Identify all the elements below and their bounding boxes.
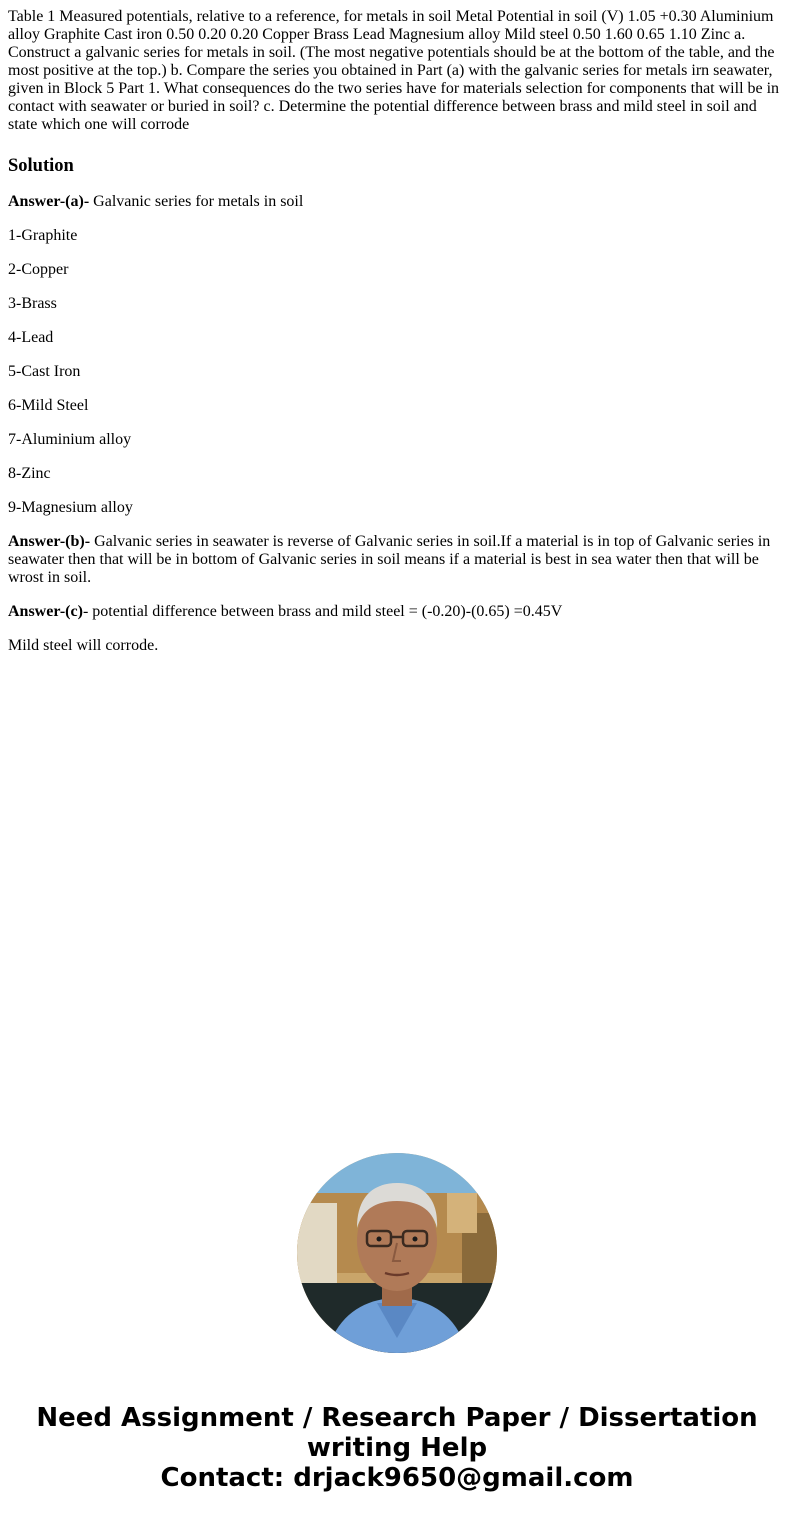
series-item: 6-Mild Steel [8, 397, 89, 414]
solution-heading: Solution [8, 156, 74, 176]
series-item: 4-Lead [8, 329, 54, 346]
answer-b-text: Galvanic series in seawater is reverse of Galvanic series in soil.If a material is in top of Galvanic series in seawater then that will be in bottom of Galvanic series in soil means if a material is best in sea water then that will be wrost in soil. [8, 533, 771, 586]
series-item: 5-Cast Iron [8, 363, 81, 380]
document-content [8, 8, 784, 655]
series-item: 7-Aluminium alloy [8, 431, 132, 448]
answer-c [8, 603, 784, 621]
author-photo-icon [297, 1153, 497, 1353]
series-item: 2-Copper [8, 261, 69, 278]
answer-b [8, 533, 784, 587]
promo-line-2: writing Help [306, 1433, 488, 1463]
conclusion-text: Mild steel will corrode. [8, 637, 159, 654]
answer-c-text: - potential difference between brass and mild steel = (-0.20)-(0.65) =0.45V [82, 603, 563, 620]
series-item: 1-Graphite [8, 227, 78, 244]
answer-c-label: Answer-(c) [8, 603, 83, 620]
series-item: 9-Magnesium alloy [8, 499, 133, 516]
question-text: Table 1 Measured potentials, relative to a reference, for metals in soil Metal Potential in soil (V) 1.05 +0.30 Aluminium alloy Graphite Cast iron 0.50 0.20 0.20 Copper Brass Lead Magnesium alloy Mild steel 0.50 1.60 0.65 1.10 Zinc a. Construct a galvanic series for metals in soil. (The most negative potentials should be at the bottom of the table, and the most positive at the top.) b. Compare the series you obtained in Part (a) with the galvanic series for metals irn seawater, given in Block 5 Part 1. What consequences do the two series have for materials selection for components that will be in contact with seawater or buried in soil? c. Determine the potential difference between brass and mild steel in soil and state which one will corrode [8, 8, 780, 133]
answer-b-label: Answer-(b)- [8, 533, 91, 550]
series-item: 8-Zinc [8, 465, 51, 482]
promo-contact: Contact: drjack9650@gmail.com [160, 1463, 634, 1493]
promo-line-1: Need Assignment / Research Paper / Dissertation [36, 1403, 758, 1433]
author-photo [297, 1153, 497, 1353]
series-item: 3-Brass [8, 295, 57, 312]
answer-a-text: Galvanic series for metals in soil [89, 193, 304, 210]
answer-a [8, 193, 784, 211]
answer-a-label: Answer-(a)- [8, 193, 90, 210]
promo-banner [0, 1403, 794, 1493]
